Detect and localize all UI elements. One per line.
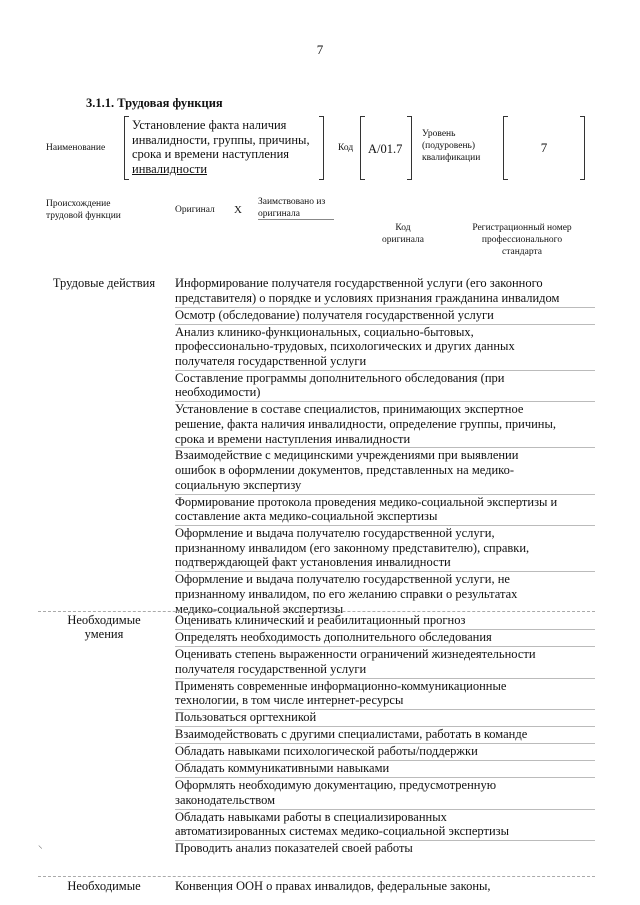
function-name-line: срока и времени наступления [132,147,290,162]
function-name-box [124,116,324,178]
list-item-line: получателя государственной услуги [175,661,367,676]
list-item [175,308,595,325]
page-number: 7 [316,42,324,57]
margin-mark: ⸜ [38,840,43,850]
list-item [175,613,595,630]
reg-number-line: профессионального [481,235,563,245]
list-item-line: Составление программы дополнительного обследования (при [175,370,505,385]
list-item-line: Взаимодействие с медицинскими учреждениями при выявлении [175,448,519,463]
list-item-line: Проводить анализ показателей своей работы [175,841,413,856]
list-item-line: Информирование получателя государственной услуги (его законного [175,276,543,290]
section-divider [38,876,595,877]
list-item-line: Оценивать степень выраженности ограничений жизнедеятельности [175,646,536,661]
origin-label-line: Происхождение [46,199,111,209]
list-item-line: подтверждающей факт установления инвалидности [175,555,451,570]
borrowed-label [258,196,325,220]
list-item [175,679,595,711]
list-item-line: технологии, в том числе интернет-ресурсы [175,693,404,708]
list-item-line: автоматизированных системах медико-социальной экспертизы [175,824,509,839]
list-item [175,402,595,448]
list-item [175,325,595,371]
list-item [175,761,595,778]
level-value: 7 [540,140,548,155]
origin-label-line: трудовой функции [46,211,121,221]
list-item-line: профессионально-трудовых, психологических и других данных [175,339,515,354]
list-item-line: получателя государственной услуги [175,353,367,368]
list-item [175,778,595,810]
list-item-line: Применять современные информационно-коммуникационные [175,678,507,693]
code-original-label [378,222,428,246]
list-item-line: Установление в составе специалистов, принимающих экспертное [175,402,524,417]
code-original-line: Код [395,223,411,233]
list-item-line: Оформление и выдача получателю государственной услуги, [175,526,495,541]
skills-label-line: умения [84,627,124,641]
list-item-line: необходимости) [175,385,261,400]
list-item [175,647,595,679]
skills-list [175,613,595,857]
labor-actions-label: Трудовые действия [52,276,156,290]
list-item-line: Обладать навыками работы в специализированных [175,809,447,824]
list-item [175,744,595,761]
list-item-line: Оформление и выдача получателю государственной услуги, не [175,572,510,587]
list-item-line: социальную экспертизу [175,477,302,492]
code-original-line: оригинала [382,235,424,245]
reg-number-label [462,222,582,258]
borrowed-label-line: оригинала [258,209,300,219]
reg-number-line: Регистрационный номер [472,223,572,233]
list-item-line: Формирование протокола проведения медико-социальной экспертизы и [175,494,558,509]
section-title: 3.1.1. Трудовая функция [86,96,223,110]
level-label [422,128,502,164]
original-label: Оригинал [175,205,215,215]
list-item [175,710,595,727]
level-box [503,116,585,178]
knowledge-first-line: Конвенция ООН о правах инвалидов, федеральные законы, [175,879,491,893]
list-item-line: Обладать коммуникативными навыками [175,761,390,776]
function-name [132,118,324,176]
origin-label [46,198,121,222]
list-item [175,630,595,647]
skills-label [38,613,170,641]
list-item-line: Оформлять необходимую документацию, предусмотренную [175,778,497,793]
labor-actions-list [175,276,595,618]
level-label-line: квалификации [422,153,481,163]
bracket-left [360,116,365,180]
function-name-line: инвалидности [132,161,208,176]
list-item-line: Пользоваться оргтехникой [175,710,317,725]
list-item-line: Взаимодействовать с другими специалистами, работать в команде [175,727,528,742]
list-item [175,371,595,403]
list-item-line: представителя) о порядке и условиях признания гражданина инвалидом [175,290,560,305]
list-item-line: срока и времени наступления инвалидности [175,431,411,446]
knowledge-label: Необходимые [67,879,141,893]
list-item [175,276,595,308]
function-name-line: Установление факта наличия [132,118,287,132]
bracket-right [407,116,412,180]
section-divider [38,611,595,612]
reg-number-line: стандарта [502,247,542,257]
code-value: А/01.7 [368,142,403,156]
function-name-line: инвалидности, группы, причины, [132,132,310,147]
list-item [175,495,595,527]
list-item [175,727,595,744]
code-label: Код [338,143,354,153]
original-mark: X [234,204,242,216]
list-item-line: законодательством [175,792,276,807]
name-label: Наименование [46,143,106,153]
list-item-line: составление акта медико-социальной экспертизы [175,509,438,524]
list-item-line: признанному инвалидом, по его желанию справки о результатах [175,587,518,601]
borrowed-label-line: Заимствовано из [258,197,326,207]
list-item-line: Обладать навыками психологической работы/поддержки [175,744,478,759]
bracket-left [124,116,129,180]
list-item [175,810,595,842]
list-item-line: решение, факта наличия инвалидности, определение группы, причины, [175,416,557,431]
skills-label-line: Необходимые [67,613,141,627]
list-item [175,448,595,494]
list-item-line: медико-социальной экспертизы [175,601,344,616]
list-item-line: Осмотр (обследование) получателя государственной услуги [175,307,494,322]
code-box [360,116,412,178]
list-item-line: ошибок в оформлении документов, представленных на медико- [175,463,515,478]
list-item-line: Определять необходимость дополнительного обследования [175,629,492,644]
level-label-line: (подуровень) [422,141,476,151]
list-item-line: признанному инвалидом (его законному представителю), справки, [175,540,530,555]
level-label-line: Уровень [422,129,456,139]
list-item [175,841,595,857]
borrowed-underline [258,219,334,220]
list-item-line: Оценивать клинический и реабилитационный прогноз [175,613,466,627]
list-item-line: Анализ клинико-функциональных, социально-бытовых, [175,324,474,339]
list-item [175,526,595,572]
